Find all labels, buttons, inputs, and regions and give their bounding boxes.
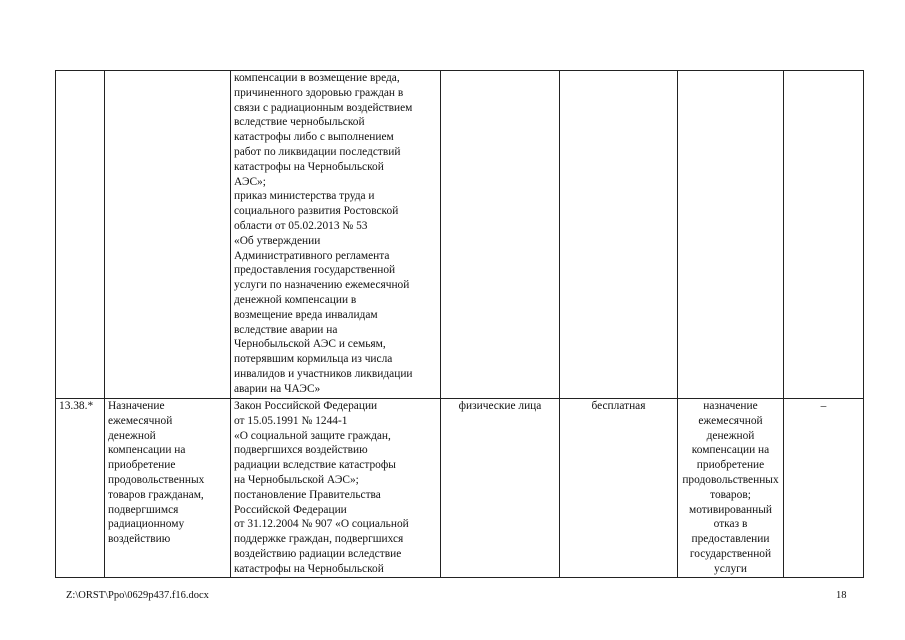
cell-legal-basis: компенсации в возмещение вреда, причиненного здоровью граждан в связи с радиационным воздействием вследствие чернобыльской катастрофы либо с выполнением работ по ликвидации последствий катастрофы на Чернобыльской АЭС»; приказ министерства труда и социального развития Ростовской области от 05.02.2013 № 53 «Об утверждении Административного регламента предоставления государственной услуги по назначению ежемесячной денежной компенсации в возмещение вреда инвалидам вследствие аварии на Чернобыльской АЭС и семьям, потерявшим кормильца из числа инвалидов и участников ликвидации аварии на ЧАЭС» <box>231 71 441 399</box>
cell-note: – <box>784 399 864 578</box>
cell-legal-basis: Закон Российской Федерации от 15.05.1991 № 1244-1 «О социальной защите граждан, подвергшихся воздействию радиации вследствие катастрофы на Чернобыльской АЭС»; постановление Правительства Российской Федерации от 31.12.2004 № 907 «О социальной поддержке граждан, подвергшихся воздействию радиации вследствие катастрофы на Чернобыльской <box>231 399 441 578</box>
cell-payment: бесплатная <box>560 399 678 578</box>
cell-service-name: Назначение ежемесячной денежной компенсации на приобретение продовольственных товаров гражданам, подвергшимся радиационному воздействию <box>105 399 231 578</box>
cell-service-name <box>105 71 231 399</box>
cell-recipients <box>441 71 560 399</box>
cell-result: назначение ежемесячной денежной компенсации на приобретение продовольственных товаров; мотивированный отказ в предоставлении государственной услуги <box>678 399 784 578</box>
footer-file-path: Z:\ORST\Ppo\0629p437.f16.docx <box>66 590 209 601</box>
footer-page-number: 18 <box>836 590 847 601</box>
cell-note <box>784 71 864 399</box>
cell-result <box>678 71 784 399</box>
cell-payment <box>560 71 678 399</box>
table-row <box>56 71 864 399</box>
cell-number: 13.38.* <box>56 399 105 578</box>
cell-number <box>56 71 105 399</box>
table-row <box>56 399 864 578</box>
services-table <box>55 70 864 578</box>
cell-recipients: физические лица <box>441 399 560 578</box>
